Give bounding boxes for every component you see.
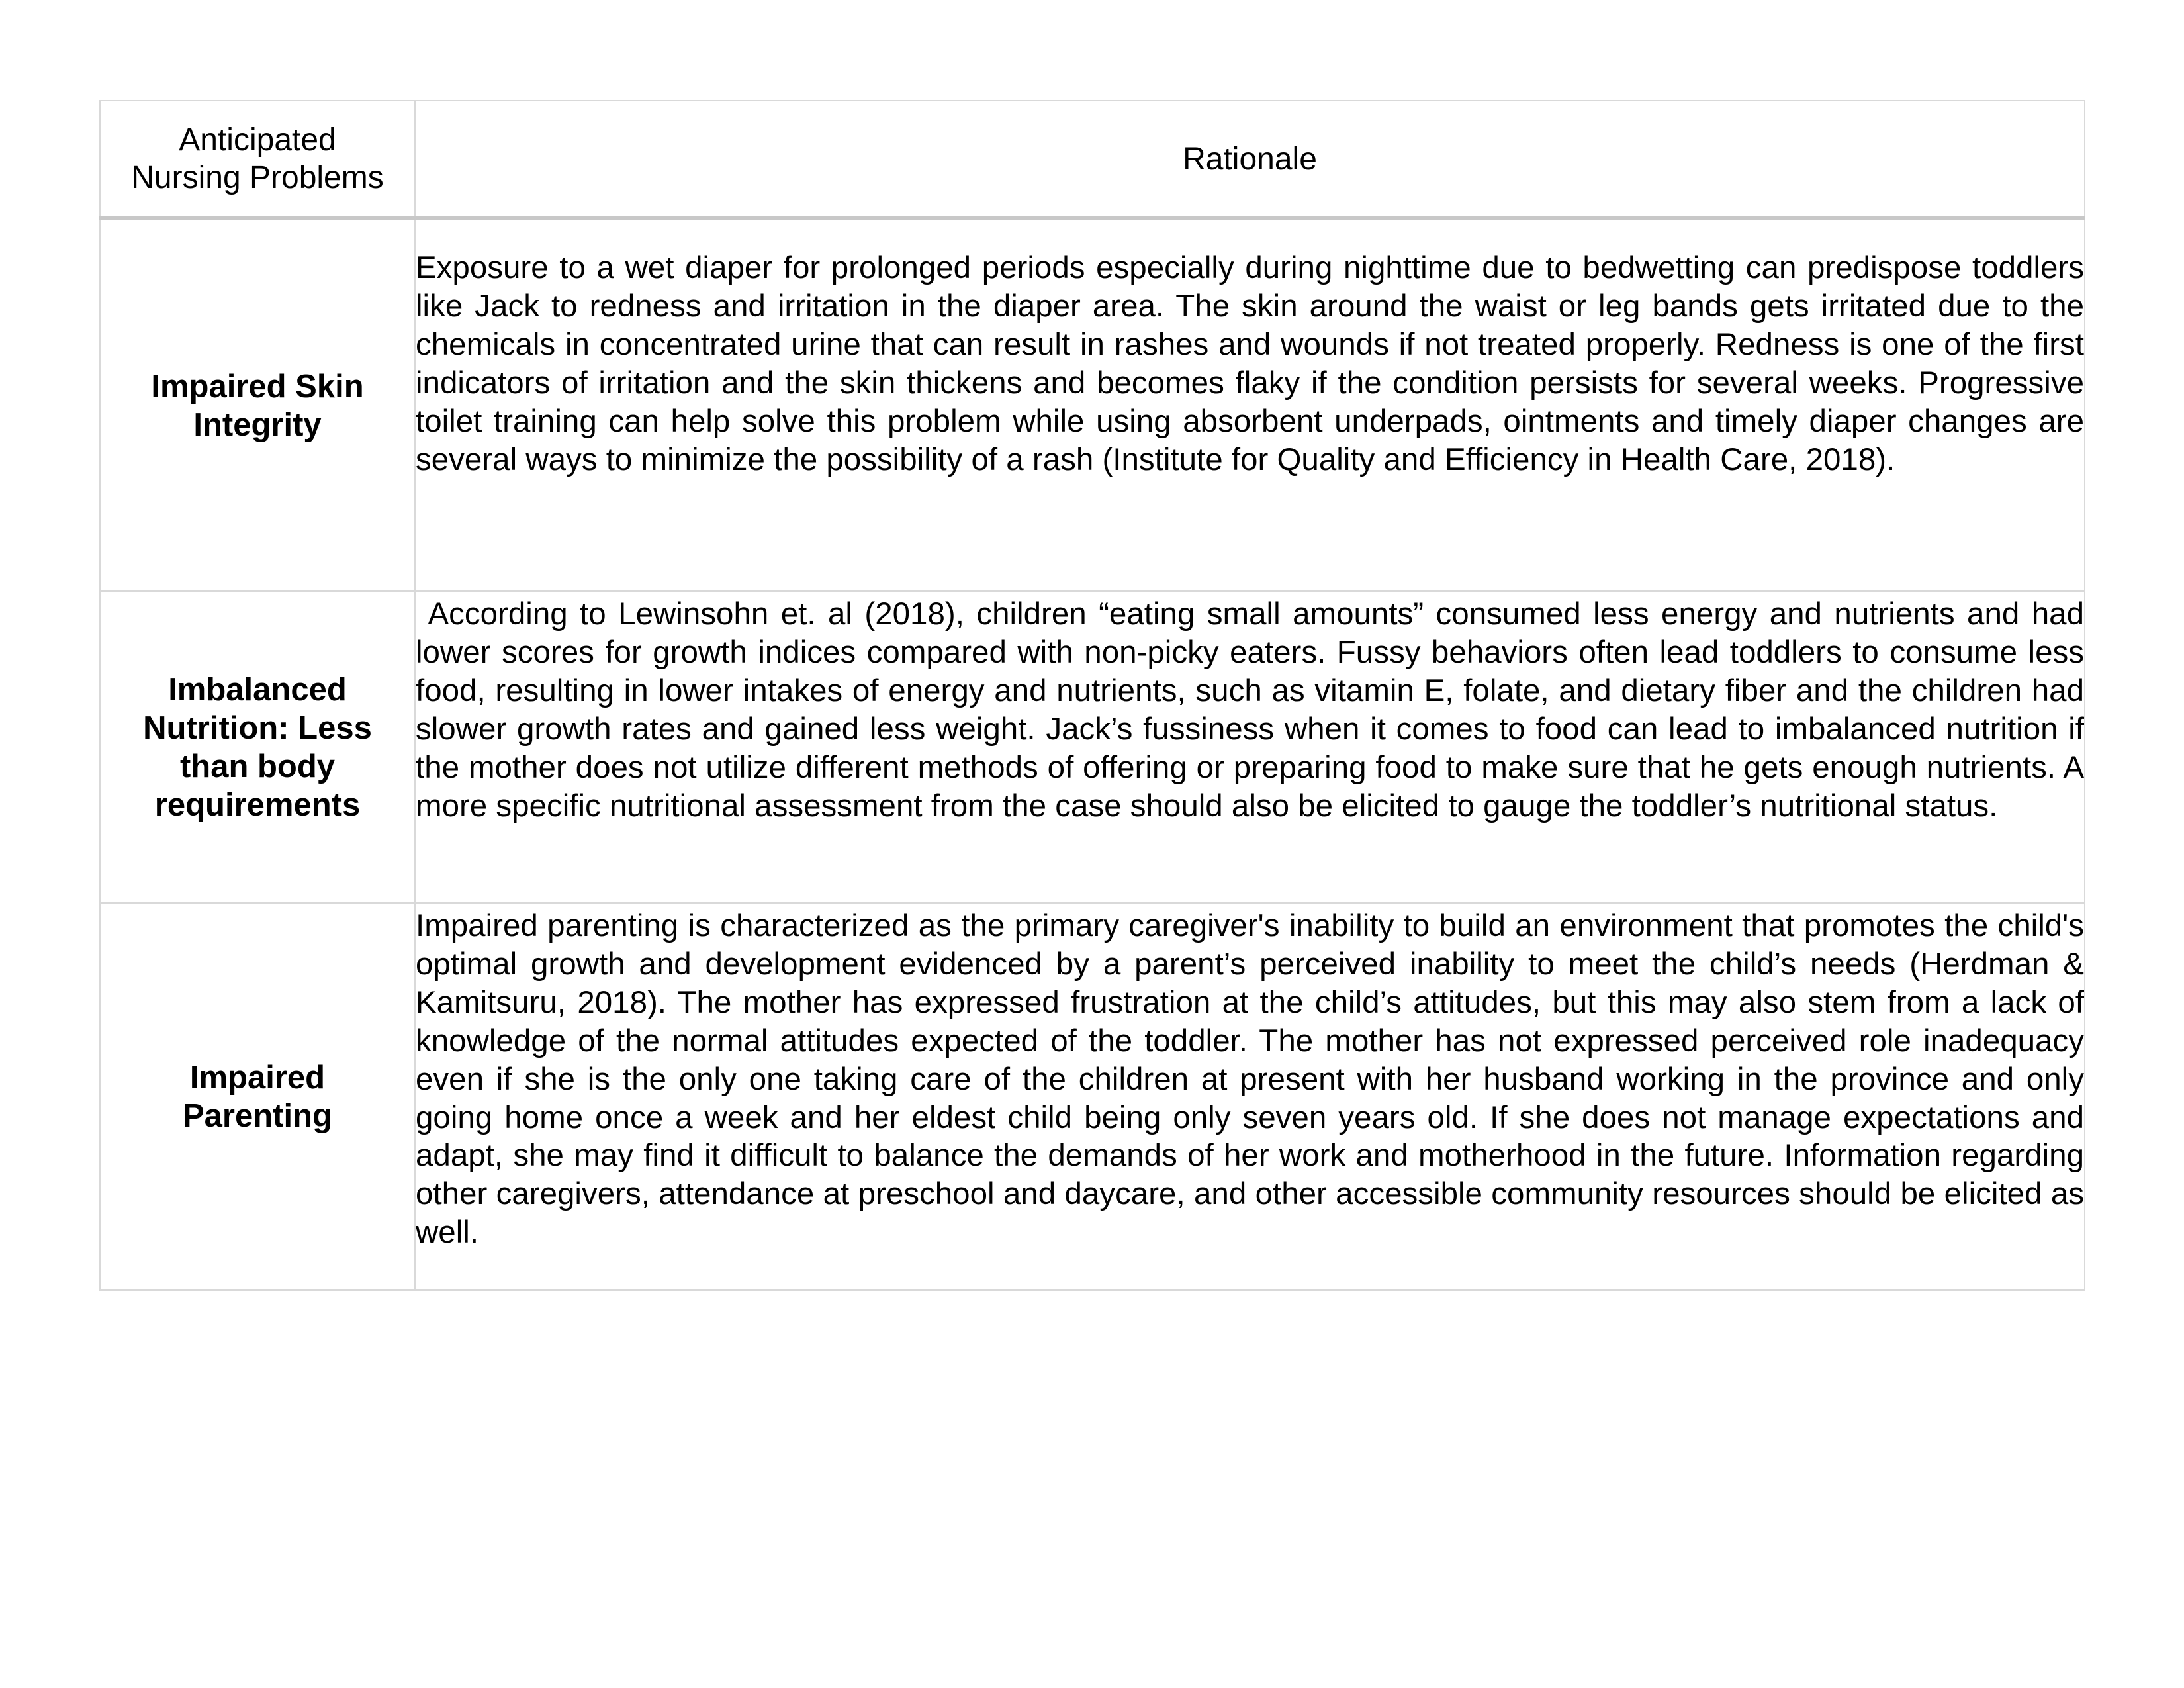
problem-line: requirements [154,786,361,823]
problem-line: Impaired [189,1059,326,1096]
problem-cell [100,903,415,1290]
header-problem-line-1: Anticipated [179,122,336,158]
problem-line: Nutrition: Less [143,710,372,746]
problem-line: Integrity [193,406,322,443]
table-row [100,903,2085,1290]
table-header-row [100,101,2085,218]
problem-line: than body [179,748,336,784]
problem-line: Imbalanced [168,671,347,708]
problem-line: Parenting [183,1098,332,1134]
nursing-problems-table [99,100,2085,1291]
rationale-cell: According to Lewinsohn et. al (2018), children “eating small amounts” consumed less energy and nutrients and had lower scores for growth indices compared with non-picky eaters. Fussy behaviors often lead toddlers to consume less food, resulting in lower intakes of energy and nutrients, such as vitamin E, folate, and dietary fiber and the children had slower growth rates and gained less weight. Jack’s fussiness when it comes to food can lead to imbalanced nutrition if the mother does not utilize different methods of offering or preparing food to make sure that he gets enough nutrients. A more specific nutritional assessment from the case should also be elicited to gauge the toddler’s nutritional status. [415,591,2085,903]
header-problem-line-2: Nursing Problems [131,160,384,195]
problem-line: Impaired Skin [151,368,364,404]
rationale-cell: Exposure to a wet diaper for prolonged periods especially during nighttime due to bedwetting can predispose toddlers like Jack to redness and irritation in the diaper area. The skin around the waist or leg bands gets irritated due to the chemicals in concentrated urine that can result in rashes and wounds if not treated properly. Redness is one of the first indicators of irritation and the skin thickens and becomes flaky if the condition persists for several weeks. Progressive toilet training can help solve this problem while using absorbent underpads, ointments and timely diaper changes are several ways to minimize the possibility of a rash (Institute for Quality and Efficiency in Health Care, 2018). [415,218,2085,591]
table-row [100,591,2085,903]
problem-cell [100,591,415,903]
rationale-cell: Impaired parenting is characterized as the primary caregiver's inability to build an environment that promotes the child's optimal growth and development evidenced by a parent’s perceived inability to meet the child’s needs (Herdman & Kamitsuru, 2018). The mother has expressed frustration at the child’s attitudes, but this may also stem from a lack of knowledge of the normal attitudes expected of the toddler. The mother has not expressed perceived role inadequacy even if she is the only one taking care of the children at present with her husband working in the province and only going home once a week and her eldest child being only seven years old. If she does not manage expectations and adapt, she may find it difficult to balance the demands of her work and motherhood in the future. Information regarding other caregivers, attendance at preschool and daycare, and other accessible community resources should be elicited as well. [415,903,2085,1290]
problem-cell [100,218,415,591]
table-row [100,218,2085,591]
header-anticipated-nursing-problems [100,101,415,218]
header-rationale: Rationale [415,101,2085,218]
